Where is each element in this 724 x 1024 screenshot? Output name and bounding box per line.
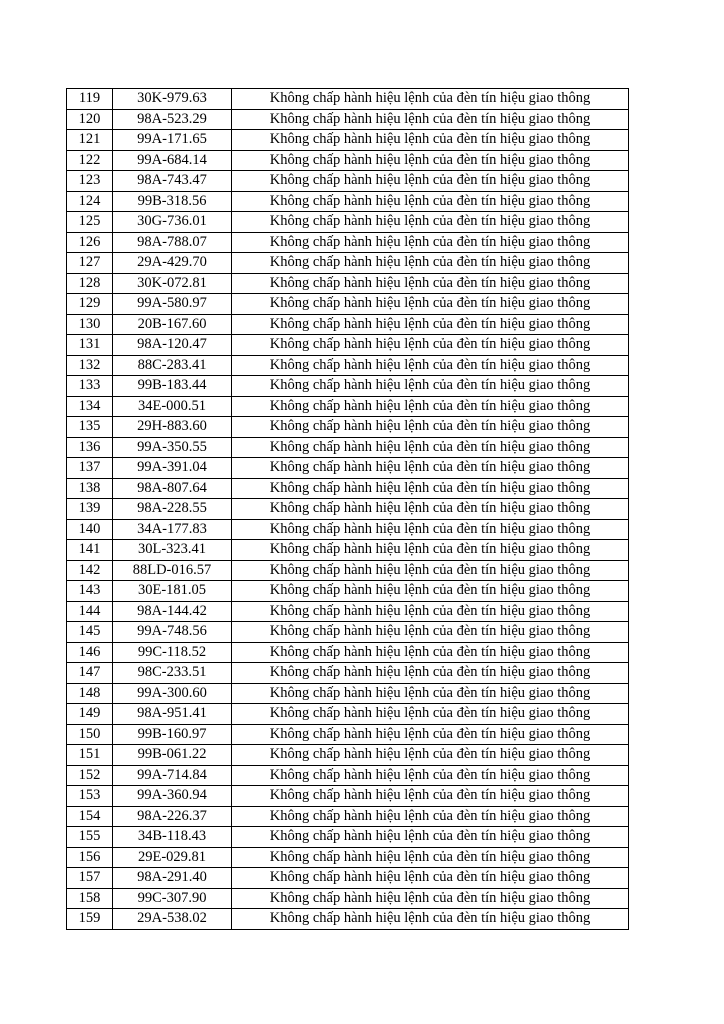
violation-description-cell: Không chấp hành hiệu lệnh của đèn tín hiệu giao thông — [232, 724, 629, 745]
row-number-cell: 121 — [67, 130, 113, 151]
row-number-cell: 157 — [67, 868, 113, 889]
license-plate-cell: 99C-118.52 — [113, 642, 232, 663]
violation-description-cell: Không chấp hành hiệu lệnh của đèn tín hiệu giao thông — [232, 704, 629, 725]
row-number-cell: 138 — [67, 478, 113, 499]
violation-description-cell: Không chấp hành hiệu lệnh của đèn tín hiệu giao thông — [232, 335, 629, 356]
table-row — [67, 622, 629, 643]
table-row — [67, 437, 629, 458]
table-row — [67, 478, 629, 499]
row-number-cell: 154 — [67, 806, 113, 827]
table-row — [67, 806, 629, 827]
violation-description-cell: Không chấp hành hiệu lệnh của đèn tín hiệu giao thông — [232, 499, 629, 520]
violation-description-cell: Không chấp hành hiệu lệnh của đèn tín hiệu giao thông — [232, 806, 629, 827]
license-plate-cell: 99A-580.97 — [113, 294, 232, 315]
table-row — [67, 417, 629, 438]
row-number-cell: 139 — [67, 499, 113, 520]
violation-description-cell: Không chấp hành hiệu lệnh của đèn tín hiệu giao thông — [232, 745, 629, 766]
row-number-cell: 152 — [67, 765, 113, 786]
license-plate-cell: 34B-118.43 — [113, 827, 232, 848]
license-plate-cell: 98A-291.40 — [113, 868, 232, 889]
row-number-cell: 140 — [67, 519, 113, 540]
violation-description-cell: Không chấp hành hiệu lệnh của đèn tín hiệu giao thông — [232, 232, 629, 253]
table-row — [67, 212, 629, 233]
violation-description-cell: Không chấp hành hiệu lệnh của đèn tín hiệu giao thông — [232, 786, 629, 807]
table-row — [67, 581, 629, 602]
license-plate-cell: 34E-000.51 — [113, 396, 232, 417]
table-row — [67, 499, 629, 520]
license-plate-cell: 88LD-016.57 — [113, 560, 232, 581]
row-number-cell: 146 — [67, 642, 113, 663]
row-number-cell: 126 — [67, 232, 113, 253]
license-plate-cell: 99A-171.65 — [113, 130, 232, 151]
license-plate-cell: 99B-061.22 — [113, 745, 232, 766]
row-number-cell: 125 — [67, 212, 113, 233]
license-plate-cell: 98A-523.29 — [113, 109, 232, 130]
violation-description-cell: Không chấp hành hiệu lệnh của đèn tín hiệu giao thông — [232, 314, 629, 335]
violations-table — [66, 88, 629, 930]
violation-description-cell: Không chấp hành hiệu lệnh của đèn tín hiệu giao thông — [232, 622, 629, 643]
license-plate-cell: 98C-233.51 — [113, 663, 232, 684]
violation-description-cell: Không chấp hành hiệu lệnh của đèn tín hiệu giao thông — [232, 355, 629, 376]
license-plate-cell: 29E-029.81 — [113, 847, 232, 868]
license-plate-cell: 29A-429.70 — [113, 253, 232, 274]
row-number-cell: 159 — [67, 909, 113, 930]
license-plate-cell: 99A-748.56 — [113, 622, 232, 643]
table-row — [67, 765, 629, 786]
table-row — [67, 273, 629, 294]
table-row — [67, 232, 629, 253]
violation-description-cell: Không chấp hành hiệu lệnh của đèn tín hiệu giao thông — [232, 765, 629, 786]
violation-description-cell: Không chấp hành hiệu lệnh của đèn tín hiệu giao thông — [232, 150, 629, 171]
violation-description-cell: Không chấp hành hiệu lệnh của đèn tín hiệu giao thông — [232, 478, 629, 499]
table-row — [67, 150, 629, 171]
row-number-cell: 145 — [67, 622, 113, 643]
table-row — [67, 376, 629, 397]
row-number-cell: 153 — [67, 786, 113, 807]
table-row — [67, 663, 629, 684]
table-row — [67, 109, 629, 130]
table-row — [67, 130, 629, 151]
license-plate-cell: 99A-714.84 — [113, 765, 232, 786]
row-number-cell: 148 — [67, 683, 113, 704]
violation-description-cell: Không chấp hành hiệu lệnh của đèn tín hiệu giao thông — [232, 581, 629, 602]
table-row — [67, 191, 629, 212]
row-number-cell: 124 — [67, 191, 113, 212]
row-number-cell: 150 — [67, 724, 113, 745]
violation-description-cell: Không chấp hành hiệu lệnh của đèn tín hiệu giao thông — [232, 601, 629, 622]
violation-description-cell: Không chấp hành hiệu lệnh của đèn tín hiệu giao thông — [232, 273, 629, 294]
violation-description-cell: Không chấp hành hiệu lệnh của đèn tín hiệu giao thông — [232, 663, 629, 684]
table-row — [67, 683, 629, 704]
table-row — [67, 396, 629, 417]
violation-description-cell: Không chấp hành hiệu lệnh của đèn tín hiệu giao thông — [232, 130, 629, 151]
row-number-cell: 119 — [67, 89, 113, 110]
violation-description-cell: Không chấp hành hiệu lệnh của đèn tín hiệu giao thông — [232, 909, 629, 930]
license-plate-cell: 99A-300.60 — [113, 683, 232, 704]
row-number-cell: 158 — [67, 888, 113, 909]
table-row — [67, 642, 629, 663]
table-row — [67, 909, 629, 930]
violation-description-cell: Không chấp hành hiệu lệnh của đèn tín hiệu giao thông — [232, 683, 629, 704]
row-number-cell: 132 — [67, 355, 113, 376]
row-number-cell: 141 — [67, 540, 113, 561]
license-plate-cell: 30K-072.81 — [113, 273, 232, 294]
row-number-cell: 135 — [67, 417, 113, 438]
row-number-cell: 130 — [67, 314, 113, 335]
license-plate-cell: 98A-226.37 — [113, 806, 232, 827]
license-plate-cell: 20B-167.60 — [113, 314, 232, 335]
violation-description-cell: Không chấp hành hiệu lệnh của đèn tín hiệu giao thông — [232, 109, 629, 130]
row-number-cell: 129 — [67, 294, 113, 315]
table-row — [67, 294, 629, 315]
license-plate-cell: 29A-538.02 — [113, 909, 232, 930]
violation-description-cell: Không chấp hành hiệu lệnh của đèn tín hiệu giao thông — [232, 437, 629, 458]
license-plate-cell: 30L-323.41 — [113, 540, 232, 561]
license-plate-cell: 34A-177.83 — [113, 519, 232, 540]
violations-table-body — [67, 89, 629, 930]
violation-description-cell: Không chấp hành hiệu lệnh của đèn tín hiệu giao thông — [232, 294, 629, 315]
violation-description-cell: Không chấp hành hiệu lệnh của đèn tín hiệu giao thông — [232, 89, 629, 110]
row-number-cell: 144 — [67, 601, 113, 622]
row-number-cell: 133 — [67, 376, 113, 397]
table-row — [67, 458, 629, 479]
violation-description-cell: Không chấp hành hiệu lệnh của đèn tín hiệu giao thông — [232, 827, 629, 848]
row-number-cell: 156 — [67, 847, 113, 868]
license-plate-cell: 99A-684.14 — [113, 150, 232, 171]
table-row — [67, 540, 629, 561]
violation-description-cell: Không chấp hành hiệu lệnh của đèn tín hiệu giao thông — [232, 212, 629, 233]
row-number-cell: 131 — [67, 335, 113, 356]
violation-description-cell: Không chấp hành hiệu lệnh của đèn tín hiệu giao thông — [232, 171, 629, 192]
license-plate-cell: 98A-951.41 — [113, 704, 232, 725]
license-plate-cell: 99A-391.04 — [113, 458, 232, 479]
table-row — [67, 355, 629, 376]
row-number-cell: 149 — [67, 704, 113, 725]
table-row — [67, 253, 629, 274]
license-plate-cell: 98A-228.55 — [113, 499, 232, 520]
row-number-cell: 151 — [67, 745, 113, 766]
violation-description-cell: Không chấp hành hiệu lệnh của đèn tín hiệu giao thông — [232, 540, 629, 561]
license-plate-cell: 30K-979.63 — [113, 89, 232, 110]
license-plate-cell: 99B-183.44 — [113, 376, 232, 397]
license-plate-cell: 98A-120.47 — [113, 335, 232, 356]
row-number-cell: 127 — [67, 253, 113, 274]
row-number-cell: 134 — [67, 396, 113, 417]
table-row — [67, 888, 629, 909]
table-row — [67, 847, 629, 868]
license-plate-cell: 88C-283.41 — [113, 355, 232, 376]
license-plate-cell: 98A-788.07 — [113, 232, 232, 253]
table-row — [67, 335, 629, 356]
violation-description-cell: Không chấp hành hiệu lệnh của đèn tín hiệu giao thông — [232, 847, 629, 868]
violation-description-cell: Không chấp hành hiệu lệnh của đèn tín hiệu giao thông — [232, 376, 629, 397]
license-plate-cell: 99B-318.56 — [113, 191, 232, 212]
table-row — [67, 745, 629, 766]
violation-description-cell: Không chấp hành hiệu lệnh của đèn tín hiệu giao thông — [232, 560, 629, 581]
table-row — [67, 868, 629, 889]
table-row — [67, 827, 629, 848]
violation-description-cell: Không chấp hành hiệu lệnh của đèn tín hiệu giao thông — [232, 253, 629, 274]
row-number-cell: 147 — [67, 663, 113, 684]
row-number-cell: 120 — [67, 109, 113, 130]
violation-description-cell: Không chấp hành hiệu lệnh của đèn tín hiệu giao thông — [232, 519, 629, 540]
table-row — [67, 560, 629, 581]
table-row — [67, 314, 629, 335]
row-number-cell: 142 — [67, 560, 113, 581]
row-number-cell: 155 — [67, 827, 113, 848]
row-number-cell: 128 — [67, 273, 113, 294]
violation-description-cell: Không chấp hành hiệu lệnh của đèn tín hiệu giao thông — [232, 888, 629, 909]
row-number-cell: 143 — [67, 581, 113, 602]
table-row — [67, 171, 629, 192]
license-plate-cell: 99B-160.97 — [113, 724, 232, 745]
license-plate-cell: 99A-350.55 — [113, 437, 232, 458]
license-plate-cell: 29H-883.60 — [113, 417, 232, 438]
license-plate-cell: 30G-736.01 — [113, 212, 232, 233]
license-plate-cell: 99A-360.94 — [113, 786, 232, 807]
row-number-cell: 136 — [67, 437, 113, 458]
license-plate-cell: 98A-144.42 — [113, 601, 232, 622]
violation-description-cell: Không chấp hành hiệu lệnh của đèn tín hiệu giao thông — [232, 417, 629, 438]
violation-description-cell: Không chấp hành hiệu lệnh của đèn tín hiệu giao thông — [232, 642, 629, 663]
violation-description-cell: Không chấp hành hiệu lệnh của đèn tín hiệu giao thông — [232, 396, 629, 417]
table-row — [67, 786, 629, 807]
table-row — [67, 601, 629, 622]
license-plate-cell: 99C-307.90 — [113, 888, 232, 909]
table-row — [67, 704, 629, 725]
violation-description-cell: Không chấp hành hiệu lệnh của đèn tín hiệu giao thông — [232, 458, 629, 479]
violation-description-cell: Không chấp hành hiệu lệnh của đèn tín hiệu giao thông — [232, 191, 629, 212]
license-plate-cell: 30E-181.05 — [113, 581, 232, 602]
row-number-cell: 137 — [67, 458, 113, 479]
table-row — [67, 724, 629, 745]
table-row — [67, 89, 629, 110]
license-plate-cell: 98A-743.47 — [113, 171, 232, 192]
violation-description-cell: Không chấp hành hiệu lệnh của đèn tín hiệu giao thông — [232, 868, 629, 889]
license-plate-cell: 98A-807.64 — [113, 478, 232, 499]
row-number-cell: 123 — [67, 171, 113, 192]
row-number-cell: 122 — [67, 150, 113, 171]
table-row — [67, 519, 629, 540]
